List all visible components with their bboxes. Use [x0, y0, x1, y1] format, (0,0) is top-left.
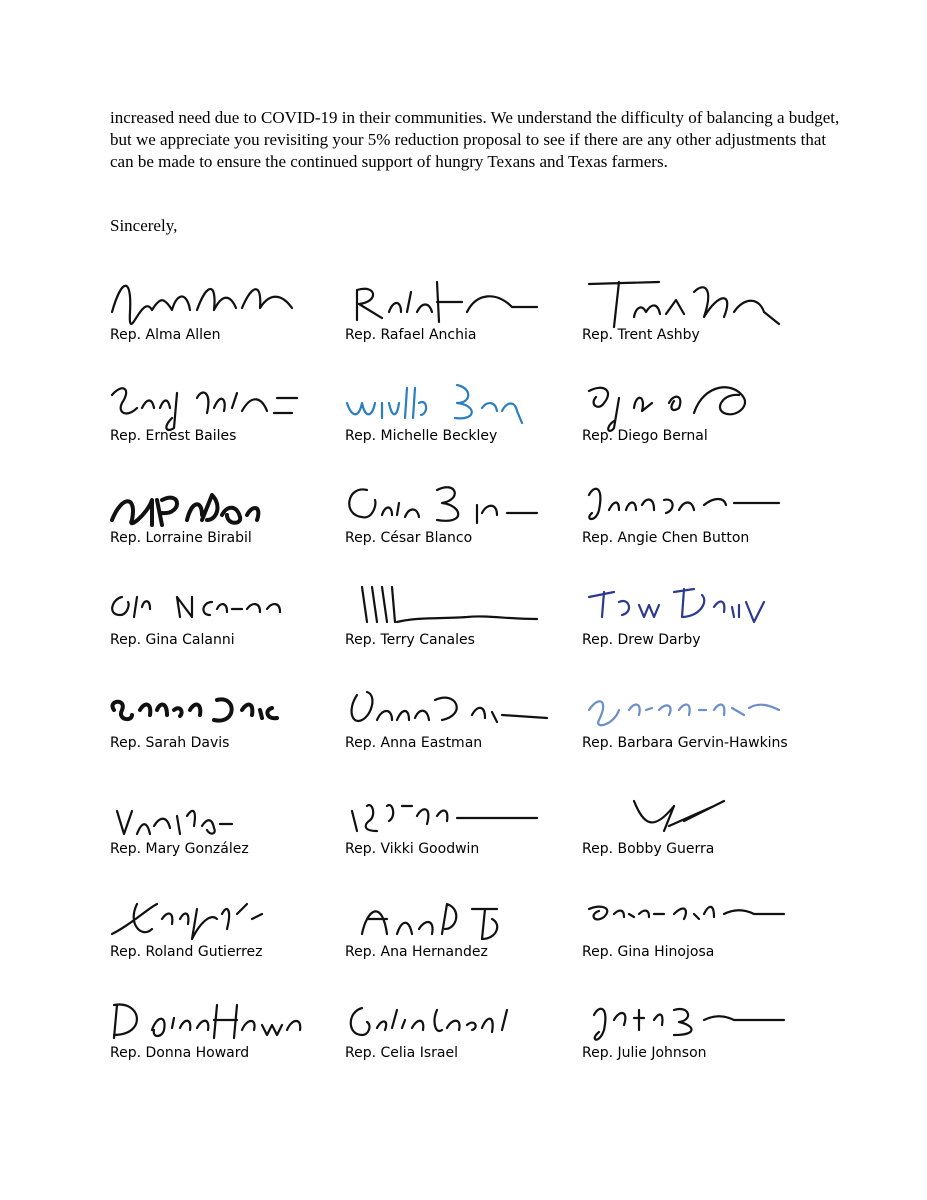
signature-stroke [117, 811, 232, 834]
signature-stroke [349, 487, 537, 523]
signatory-name: Rep. Sarah Davis [110, 735, 230, 751]
signatory-name: Rep. Drew Darby [582, 632, 701, 648]
signature-stroke [112, 597, 280, 617]
signatory-name: Rep. Celia Israel [345, 1045, 458, 1061]
signature-stroke [362, 904, 497, 939]
signatory-name: Rep. Vikki Goodwin [345, 841, 480, 857]
signature-stroke [112, 904, 262, 939]
signature-stroke [112, 495, 258, 525]
signatory-name: Rep. Alma Allen [110, 327, 221, 343]
signature-stroke [112, 699, 277, 720]
signatory-name: Rep. Roland Gutierrez [110, 944, 263, 960]
signature-stroke [357, 282, 537, 322]
signatory-name: Rep. Bobby Guerra [582, 841, 715, 857]
signatory-name: Rep. Donna Howard [110, 1045, 250, 1061]
signature-stroke [634, 801, 724, 831]
signature-stroke [594, 1009, 784, 1040]
signature-stroke [114, 1005, 300, 1038]
signature-stroke [352, 692, 547, 722]
signatory-name: Rep. Gina Hinojosa [582, 944, 715, 960]
signatory-name: Rep. César Blanco [345, 530, 473, 546]
letter-closing: Sincerely, [110, 216, 178, 235]
signature-stroke [347, 385, 522, 423]
signatory-name: Rep. Diego Bernal [582, 428, 708, 444]
signatory-name: Rep. Trent Ashby [582, 327, 700, 343]
signature-stroke [589, 907, 784, 920]
signatory-name: Rep. Angie Chen Button [582, 530, 750, 546]
signature-stroke [112, 388, 297, 430]
signature-stroke [351, 1008, 507, 1035]
signatory-name: Rep. Lorraine Birabil [110, 530, 252, 546]
signatory-name: Rep. Ana Hernandez [345, 944, 488, 960]
signature-stroke [112, 286, 292, 324]
signature-stroke [589, 489, 779, 519]
signatory-name: Rep. Mary González [110, 841, 249, 857]
signature-stroke [352, 805, 537, 831]
signature-stroke [589, 282, 779, 327]
signature-stroke [589, 701, 779, 725]
signatory-name: Rep. Julie Johnson [582, 1045, 707, 1061]
signatory-name: Rep. Rafael Anchia [345, 327, 477, 343]
signatory-name: Rep. Anna Eastman [345, 735, 483, 751]
signature-stroke [589, 387, 745, 431]
signatory-name: Rep. Gina Calanni [110, 632, 235, 648]
signature-stroke [362, 587, 537, 622]
letter-paragraph: increased need due to COVID-19 in their communities. We understand the difficulty of balancing a budget, but we appreciate you revisiting your 5% reduction proposal to see if there are any other adjustments that can be made to ensure the continued support of hungry Texans and Texas farmers. [110, 108, 840, 171]
signature-stroke [589, 589, 764, 622]
signatory-name: Rep. Barbara Gervin-Hawkins [582, 735, 788, 751]
signatory-name: Rep. Michelle Beckley [345, 428, 498, 444]
signatory-name: Rep. Ernest Bailes [110, 428, 237, 444]
signatory-name: Rep. Terry Canales [345, 632, 475, 648]
